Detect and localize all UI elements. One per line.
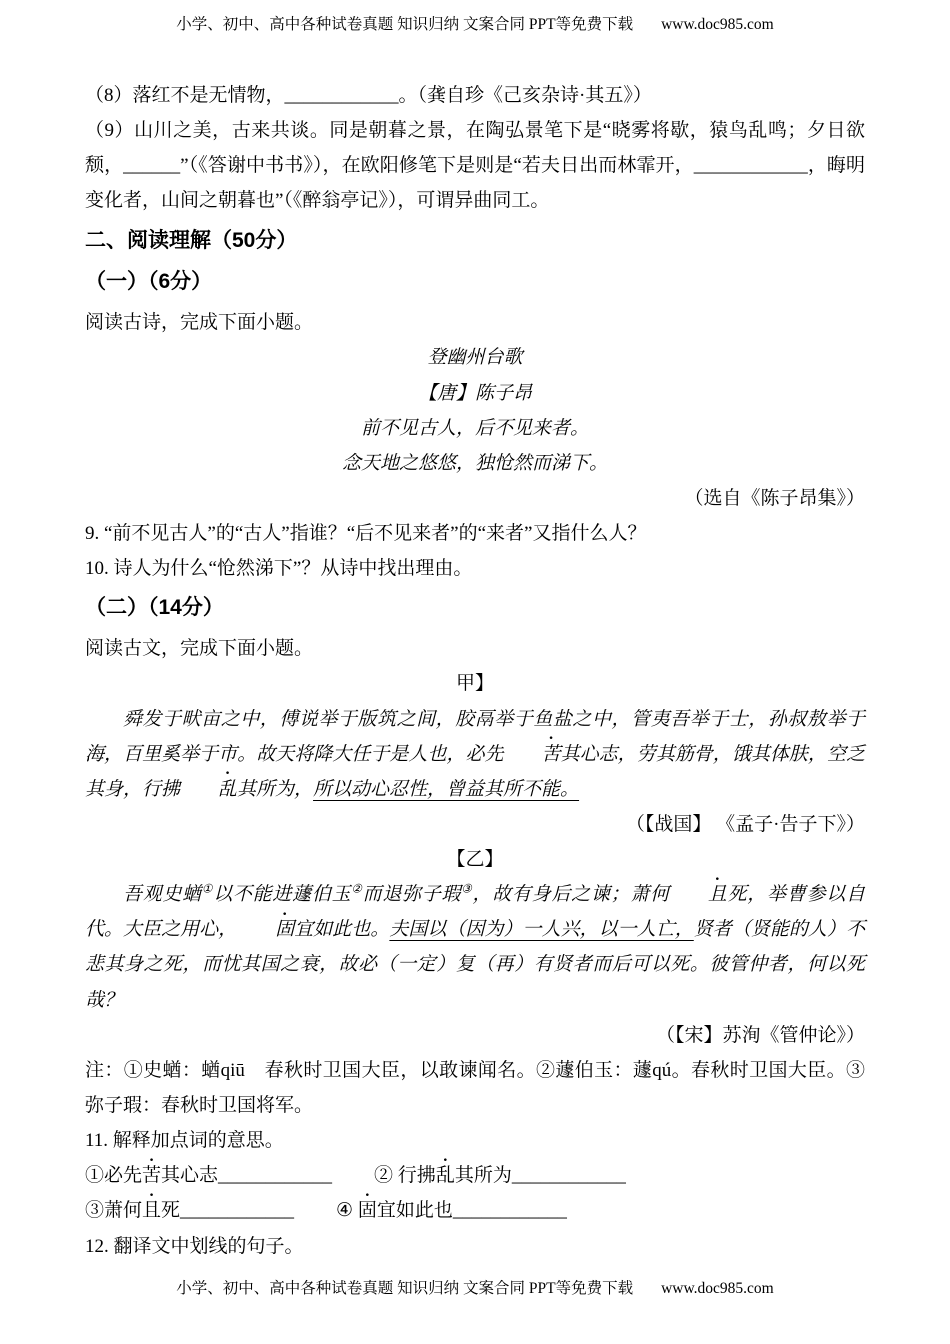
question-11-item-2 (374, 1158, 626, 1193)
text-segment: 以不能进蘧伯玉 (213, 884, 352, 906)
part-1-intro: 阅读古诗，完成下面小题。 (85, 312, 314, 334)
emphasized-char: 乱 (218, 778, 238, 800)
text-segment: 宜如此也。 (294, 919, 390, 941)
text-segment: ____________ (180, 1200, 295, 1222)
question-10-poem: 10. 诗人为什么“怆然涕下”？从诗中找出理由。 (85, 558, 473, 580)
text-segment: ____________ (218, 1165, 333, 1187)
question-11-row-2 (85, 1193, 865, 1228)
question-11-row-1 (85, 1158, 865, 1193)
part-2-intro: 阅读古文，完成下面小题。 (85, 638, 314, 660)
text-segment: 舜发于畎亩之中，傅说举于版筑之间，胶鬲举于鱼盐之中，管夷吾举于士，孙叔敖举于海，百里奚举于市。故天将降大任于是人也，必先 (85, 708, 865, 765)
footnote-ref: ② (351, 882, 363, 896)
part-2-heading: （二）（14分） (85, 596, 224, 620)
emphasized-char: 固 (357, 1200, 377, 1222)
passage-jia-source: （【战国】 《孟子·告子下》） (625, 813, 865, 835)
text-segment: ①必先 (85, 1165, 143, 1187)
text-segment: 而退弥子瑕 (362, 884, 462, 906)
passage-yi-source: （【宋】苏洵《管仲论》） (655, 1024, 865, 1046)
text-segment: ____________ (452, 1200, 567, 1222)
emphasized-char: 且 (707, 884, 727, 906)
question-9-fill-blank: （9）山川之美，古来共谈。同是朝暮之景，在陶弘景笔下是“晓雾将歇，猿鸟乱鸣；夕日欲颓，______”（《答谢中书书》），在欧阳修笔下是则是“若夫日出而林霏开，____________，晦明变化者，山间之朝暮也”（《醉翁亭记》），可谓异曲同工。 (85, 120, 865, 212)
question-11-item-3 (85, 1193, 294, 1228)
emphasized-char: 苦 (142, 1165, 162, 1187)
header-site-url: www.doc985.com (661, 16, 774, 33)
text-segment: 吾观史蝤 (123, 884, 202, 906)
emphasized-char: 且 (142, 1200, 162, 1222)
section-2-heading: 二、阅读理解（50分） (85, 228, 298, 252)
underlined-clause: 所以动心忍性，曾益其所不能。 (313, 778, 580, 800)
poem-title: 登幽州台歌 (427, 347, 523, 369)
header-promo-text: 小学、初中、高中各种试卷真题 知识归纳 文案合同 PPT等免费下载 (176, 16, 634, 33)
footnote-ref: ③ (461, 882, 473, 896)
poem-author: 【唐】陈子昂 (417, 382, 532, 404)
text-segment: 死，举曹参以自代。大臣之用心， (85, 884, 865, 941)
poem-line-2: 念天地之悠悠，独怆然而涕下。 (341, 452, 608, 474)
text-segment: 其所为 (454, 1165, 512, 1187)
text-segment: 宜如此也 (376, 1200, 453, 1222)
text-segment: 死 (161, 1200, 181, 1222)
emphasized-char: 固 (275, 919, 295, 941)
footnote-ref: ① (201, 882, 214, 896)
text-segment: 贤者（贤能的人）不悲其身之死，而忧其国之衰，故必（一定）复（再）有贤者而后可以死。彼管仲者，何以死哉？ (85, 919, 865, 1011)
footer-site-url: www.doc985.com (661, 1280, 774, 1297)
text-segment: ____________ (511, 1165, 626, 1187)
underlined-clause: 夫国以（因为）一人兴，以一人亡， (389, 919, 694, 941)
exam-paper-body (85, 78, 865, 1264)
footer-promo-text: 小学、初中、高中各种试卷真题 知识归纳 文案合同 PPT等免费下载 (176, 1280, 634, 1297)
question-11-item-1 (85, 1158, 332, 1193)
question-11-stem: 11. 解释加点词的意思。 (85, 1130, 284, 1152)
emphasized-char: 乱 (435, 1165, 455, 1187)
poem-source: （选自《陈子昂集》） (684, 487, 865, 509)
question-8-fill-blank: （8）落红不是无情物，____________。（龚自珍《己亥杂诗·其五》） (85, 85, 652, 106)
question-12-stem: 12. 翻译文中划线的句子。 (85, 1235, 304, 1257)
text-segment: 其心志，劳其筋骨，饿其体肤，空乏其身，行拂 (85, 743, 865, 800)
text-segment: ② 行拂 (374, 1165, 436, 1187)
emphasized-char: 苦 (541, 743, 561, 765)
passage-yi-label: 【乙】 (446, 849, 504, 871)
footnotes: 注：①史蝤：蝤qiū 春秋时卫国大臣，以敢谏闻名。②蘧伯玉：蘧qú。春秋时卫国大臣。③弥子瑕：春秋时卫国将军。 (85, 1059, 865, 1117)
text-segment: ③萧何 (85, 1200, 143, 1222)
part-1-heading: （一）（6分） (85, 270, 213, 294)
page-header (0, 0, 950, 34)
text-segment: 其心志 (161, 1165, 219, 1187)
passage-jia-text (85, 702, 865, 807)
poem-line-1: 前不见古人，后不见来者。 (360, 417, 589, 439)
text-segment: ④ (336, 1200, 358, 1222)
question-9-poem: 9. “前不见古人”的“古人”指谁？“后不见来者”的“来者”又指什么人？ (85, 523, 647, 545)
passage-jia-label: 甲】 (455, 673, 494, 695)
question-11-item-4 (336, 1193, 567, 1228)
page-footer (0, 1276, 950, 1298)
text-segment: ，故有身后之谏；萧何 (472, 884, 670, 906)
passage-yi-text (85, 877, 865, 1018)
text-segment: 其所为， (237, 778, 314, 800)
